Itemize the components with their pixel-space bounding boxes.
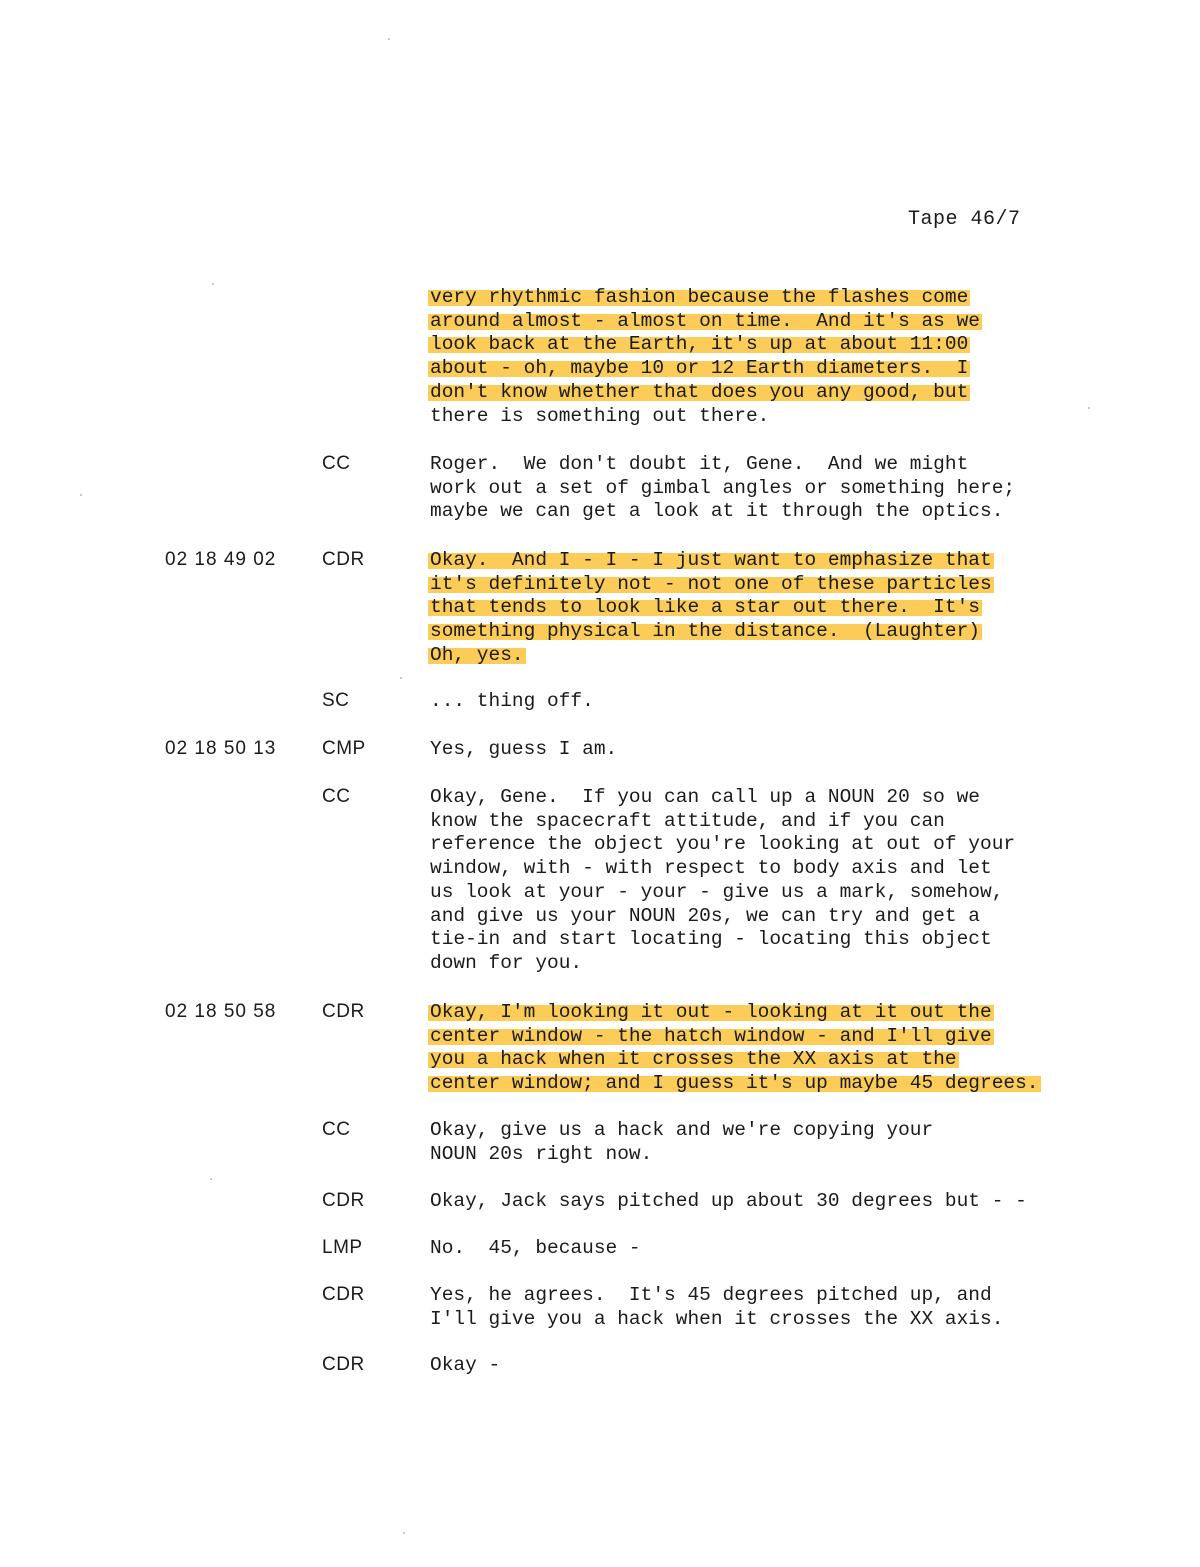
text-line (430, 1308, 1070, 1332)
text-line (430, 1119, 1070, 1143)
text-line (430, 620, 1070, 644)
line-text: reference the object you're looking at out of your (430, 833, 1016, 856)
text-line (430, 1025, 1070, 1049)
text-line (430, 928, 1070, 952)
text-line (430, 952, 1070, 976)
text-line (430, 1072, 1070, 1096)
entry-speaker: CDR (322, 1354, 365, 1375)
entry-timestamp: 02 18 50 58 (165, 1001, 277, 1022)
text-line (430, 857, 1070, 881)
entry-speaker: CC (322, 786, 351, 807)
scan-speck (403, 1532, 405, 1534)
line-text: Okay - (430, 1354, 501, 1376)
text-line (430, 1048, 1070, 1072)
highlighted-text: something physical in the distance. (Laughter) (430, 620, 980, 643)
highlighted-text: you a hack when it crosses the XX axis at the (430, 1048, 957, 1071)
entry-text (430, 1354, 1070, 1378)
line-text: Okay, give us a hack and we're copying your (430, 1119, 934, 1141)
line-text: us look at your - your - give us a mark, somehow, (430, 880, 1004, 903)
text-line (430, 286, 1070, 310)
entry-text (430, 453, 1070, 524)
text-line (430, 786, 1070, 810)
highlighted-text: Oh, yes. (430, 643, 524, 666)
line-text: work out a set of gimbal angles or something here; (430, 476, 1016, 499)
line-text: window, with - with respect to body axis and let (430, 857, 992, 880)
line-text: maybe we can get a look at it through the optics. (430, 500, 1004, 523)
text-line (430, 381, 1070, 405)
entry-speaker: CC (322, 453, 351, 474)
text-line (430, 453, 1070, 477)
text-line (430, 1190, 1070, 1214)
entry-speaker: CDR (322, 1190, 365, 1211)
entry-text (430, 286, 1070, 428)
text-line (430, 644, 1070, 668)
text-line (430, 549, 1070, 573)
highlighted-text: center window - the hatch window - and I'll give (430, 1024, 992, 1047)
text-line (430, 690, 1070, 714)
line-text: ... thing off. (430, 690, 594, 712)
text-line (430, 1354, 1070, 1378)
entry-text (430, 549, 1070, 668)
line-text: NOUN 20s right now. (430, 1142, 653, 1165)
entry-text (430, 1001, 1070, 1096)
entry-speaker: CDR (322, 549, 365, 570)
entry-text (430, 1190, 1070, 1214)
scan-speck (1088, 407, 1090, 409)
text-line (430, 1284, 1070, 1308)
entry-text (430, 1237, 1070, 1261)
entry-text (430, 786, 1070, 976)
line-text: Roger. We don't doubt it, Gene. And we might (430, 453, 969, 475)
line-text: I'll give you a hack when it crosses the XX axis. (430, 1307, 1004, 1330)
text-line (430, 333, 1070, 357)
highlighted-text: about - oh, maybe 10 or 12 Earth diameters. I (430, 357, 969, 380)
text-line (430, 573, 1070, 597)
line-text: and give us your NOUN 20s, we can try and get a (430, 904, 980, 927)
text-line (430, 1001, 1070, 1025)
text-line (430, 596, 1070, 620)
entry-timestamp: 02 18 50 13 (165, 738, 277, 759)
highlighted-text: don't know whether that does you any good, but (430, 380, 969, 403)
text-line (430, 1237, 1070, 1261)
scan-speck (400, 677, 402, 679)
line-text: Okay, Gene. If you can call up a NOUN 20 so we (430, 786, 980, 808)
text-line (430, 738, 1070, 762)
line-text: Okay, Jack says pitched up about 30 degrees but - - (430, 1190, 1027, 1212)
line-text: No. 45, because - (430, 1237, 641, 1259)
entry-speaker: SC (322, 690, 350, 711)
entry-timestamp: 02 18 49 02 (165, 549, 277, 570)
tape-label: Tape 46/7 (908, 208, 1021, 231)
text-line (430, 1143, 1070, 1167)
entry-speaker: CC (322, 1119, 351, 1140)
highlighted-text: Okay. And I - I - I just want to emphasize that (430, 549, 992, 571)
entry-text (430, 1119, 1070, 1166)
entry-text (430, 690, 1070, 714)
highlighted-text: very rhythmic fashion because the flashes come (430, 286, 969, 308)
scan-speck (388, 38, 390, 40)
entry-speaker: CDR (322, 1001, 365, 1022)
line-text: know the spacecraft attitude, and if you can (430, 809, 945, 832)
line-text: Yes, guess I am. (430, 738, 618, 760)
highlighted-text: it's definitely not - not one of these particles (430, 572, 992, 595)
text-line (430, 833, 1070, 857)
line-text: down for you. (430, 951, 583, 974)
text-line (430, 500, 1070, 524)
line-text: tie-in and start locating - locating this object (430, 928, 992, 951)
highlighted-text: center window; and I guess it's up maybe 45 degrees. (430, 1072, 1039, 1095)
line-text: Yes, he agrees. It's 45 degrees pitched up, and (430, 1284, 992, 1306)
highlighted-text: that tends to look like a star out there. It's (430, 596, 980, 619)
text-line (430, 357, 1070, 381)
scan-speck (80, 494, 82, 496)
text-line (430, 905, 1070, 929)
text-line (430, 477, 1070, 501)
entry-text (430, 738, 1070, 762)
scan-speck (212, 283, 214, 285)
text-line (430, 310, 1070, 334)
text-line (430, 881, 1070, 905)
highlighted-text: look back at the Earth, it's up at about 11:00 (430, 333, 969, 356)
line-text: there is something out there. (430, 404, 770, 427)
text-line (430, 405, 1070, 429)
entry-text (430, 1284, 1070, 1331)
entry-speaker: LMP (322, 1237, 363, 1258)
scan-speck (210, 1178, 212, 1180)
highlighted-text: around almost - almost on time. And it's as we (430, 309, 980, 332)
highlighted-text: Okay, I'm looking it out - looking at it out the (430, 1001, 992, 1023)
entry-speaker: CDR (322, 1284, 365, 1305)
text-line (430, 810, 1070, 834)
entry-speaker: CMP (322, 738, 366, 759)
